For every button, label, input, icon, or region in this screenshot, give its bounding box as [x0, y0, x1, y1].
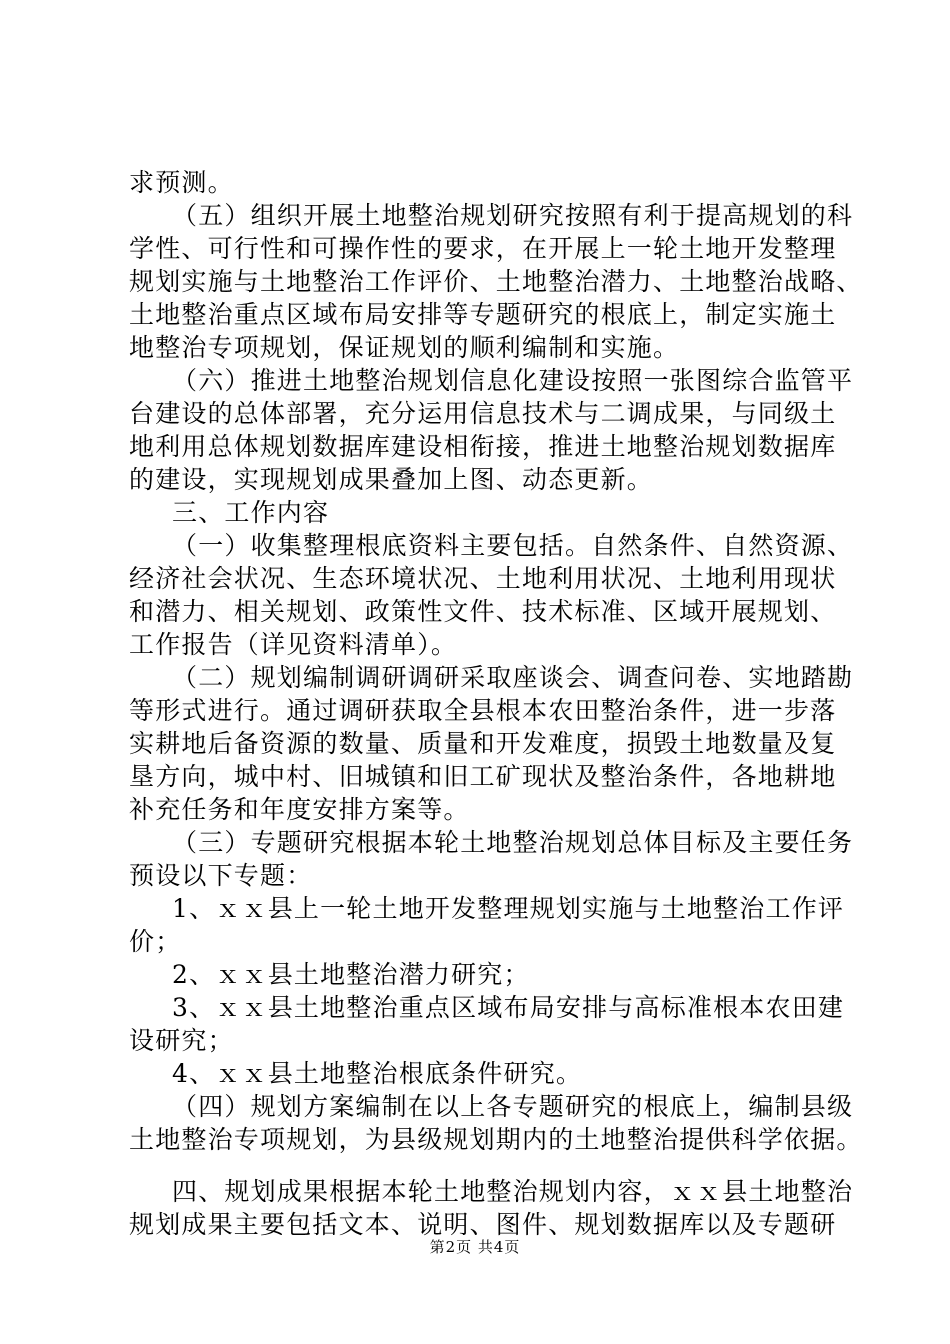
list-item-3: 3、ｘｘ县土地整治重点区域布局安排与高标准根本农田建: [172, 993, 845, 1022]
chapter-heading-3: 三、工作内容: [172, 498, 330, 527]
text-line: 台建设的总体部署，充分运用信息技术与二调成果，与同级土: [129, 399, 837, 428]
text-line: 等形式进行。通过调研获取全县根本农田整治条件，进一步落: [129, 696, 837, 725]
text-line: 地整治专项规划，保证规划的顺利编制和实施。: [129, 333, 680, 362]
text-line: 预设以下专题：: [129, 861, 313, 890]
text-line: 土地整治专项规划，为县级规划期内的土地整治提供科学依据。: [129, 1125, 863, 1154]
text-line: 求预测。: [129, 168, 234, 197]
text-line: 的建设，实现规划成果叠加上图、动态更新。: [129, 465, 654, 494]
text-line: 设研究；: [129, 1026, 234, 1055]
section-heading-5: （五）组织开展土地整治规划研究按照有利于提高规划的科: [172, 201, 854, 230]
list-item-1: 1、ｘｘ县上一轮土地开发整理规划实施与土地整治工作评: [172, 894, 845, 923]
text-line: 补充任务和年度安排方案等。: [129, 795, 470, 824]
text-line: 规划实施与土地整治工作评价、土地整治潜力、土地整治战略、: [129, 267, 863, 296]
list-item-4: 4、ｘｘ县土地整治根底条件研究。: [172, 1059, 583, 1088]
text-line: 学性、可行性和可操作性的要求，在开展上一轮土地开发整理: [129, 234, 837, 263]
section-heading-1: （一）收集整理根底资料主要包括。自然条件、自然资源、: [172, 531, 854, 560]
text-line: 实耕地后备资源的数量、质量和开发难度，损毁土地数量及复: [129, 729, 837, 758]
text-line: 垦方向，城中村、旧城镇和旧工矿现状及整治条件，各地耕地: [129, 762, 837, 791]
text-line: 和潜力、相关规划、政策性文件、技术标准、区域开展规划、: [129, 597, 837, 626]
section-heading-2: （二）规划编制调研调研采取座谈会、调查问卷、实地踏勘: [172, 663, 854, 692]
page-footer: 第2页 共4页: [429, 1238, 521, 1256]
text-line: 经济社会状况、生态环境状况、土地利用状况、土地利用现状: [129, 564, 837, 593]
list-item-2: 2、ｘｘ县土地整治潜力研究；: [172, 960, 530, 989]
text-line: 工作报告（详见资料清单）。: [129, 630, 458, 659]
text-line: 价；: [129, 927, 182, 956]
section-heading-3: （三）专题研究根据本轮土地整治规划总体目标及主要任务: [172, 828, 854, 857]
chapter-heading-4: 四、规划成果根据本轮土地整治规划内容，ｘｘ县土地整治: [172, 1177, 854, 1206]
section-heading-6: （六）推进土地整治规划信息化建设按照一张图综合监管平: [172, 366, 854, 395]
text-line: 土地整治重点区域布局安排等专题研究的根底上，制定实施土: [129, 300, 837, 329]
text-line: 地利用总体规划数据库建设相衔接，推进土地整治规划数据库: [129, 432, 837, 461]
section-heading-4: （四）规划方案编制在以上各专题研究的根底上，编制县级: [172, 1092, 854, 1121]
text-line: 规划成果主要包括文本、说明、图件、规划数据库以及专题研: [129, 1210, 837, 1239]
